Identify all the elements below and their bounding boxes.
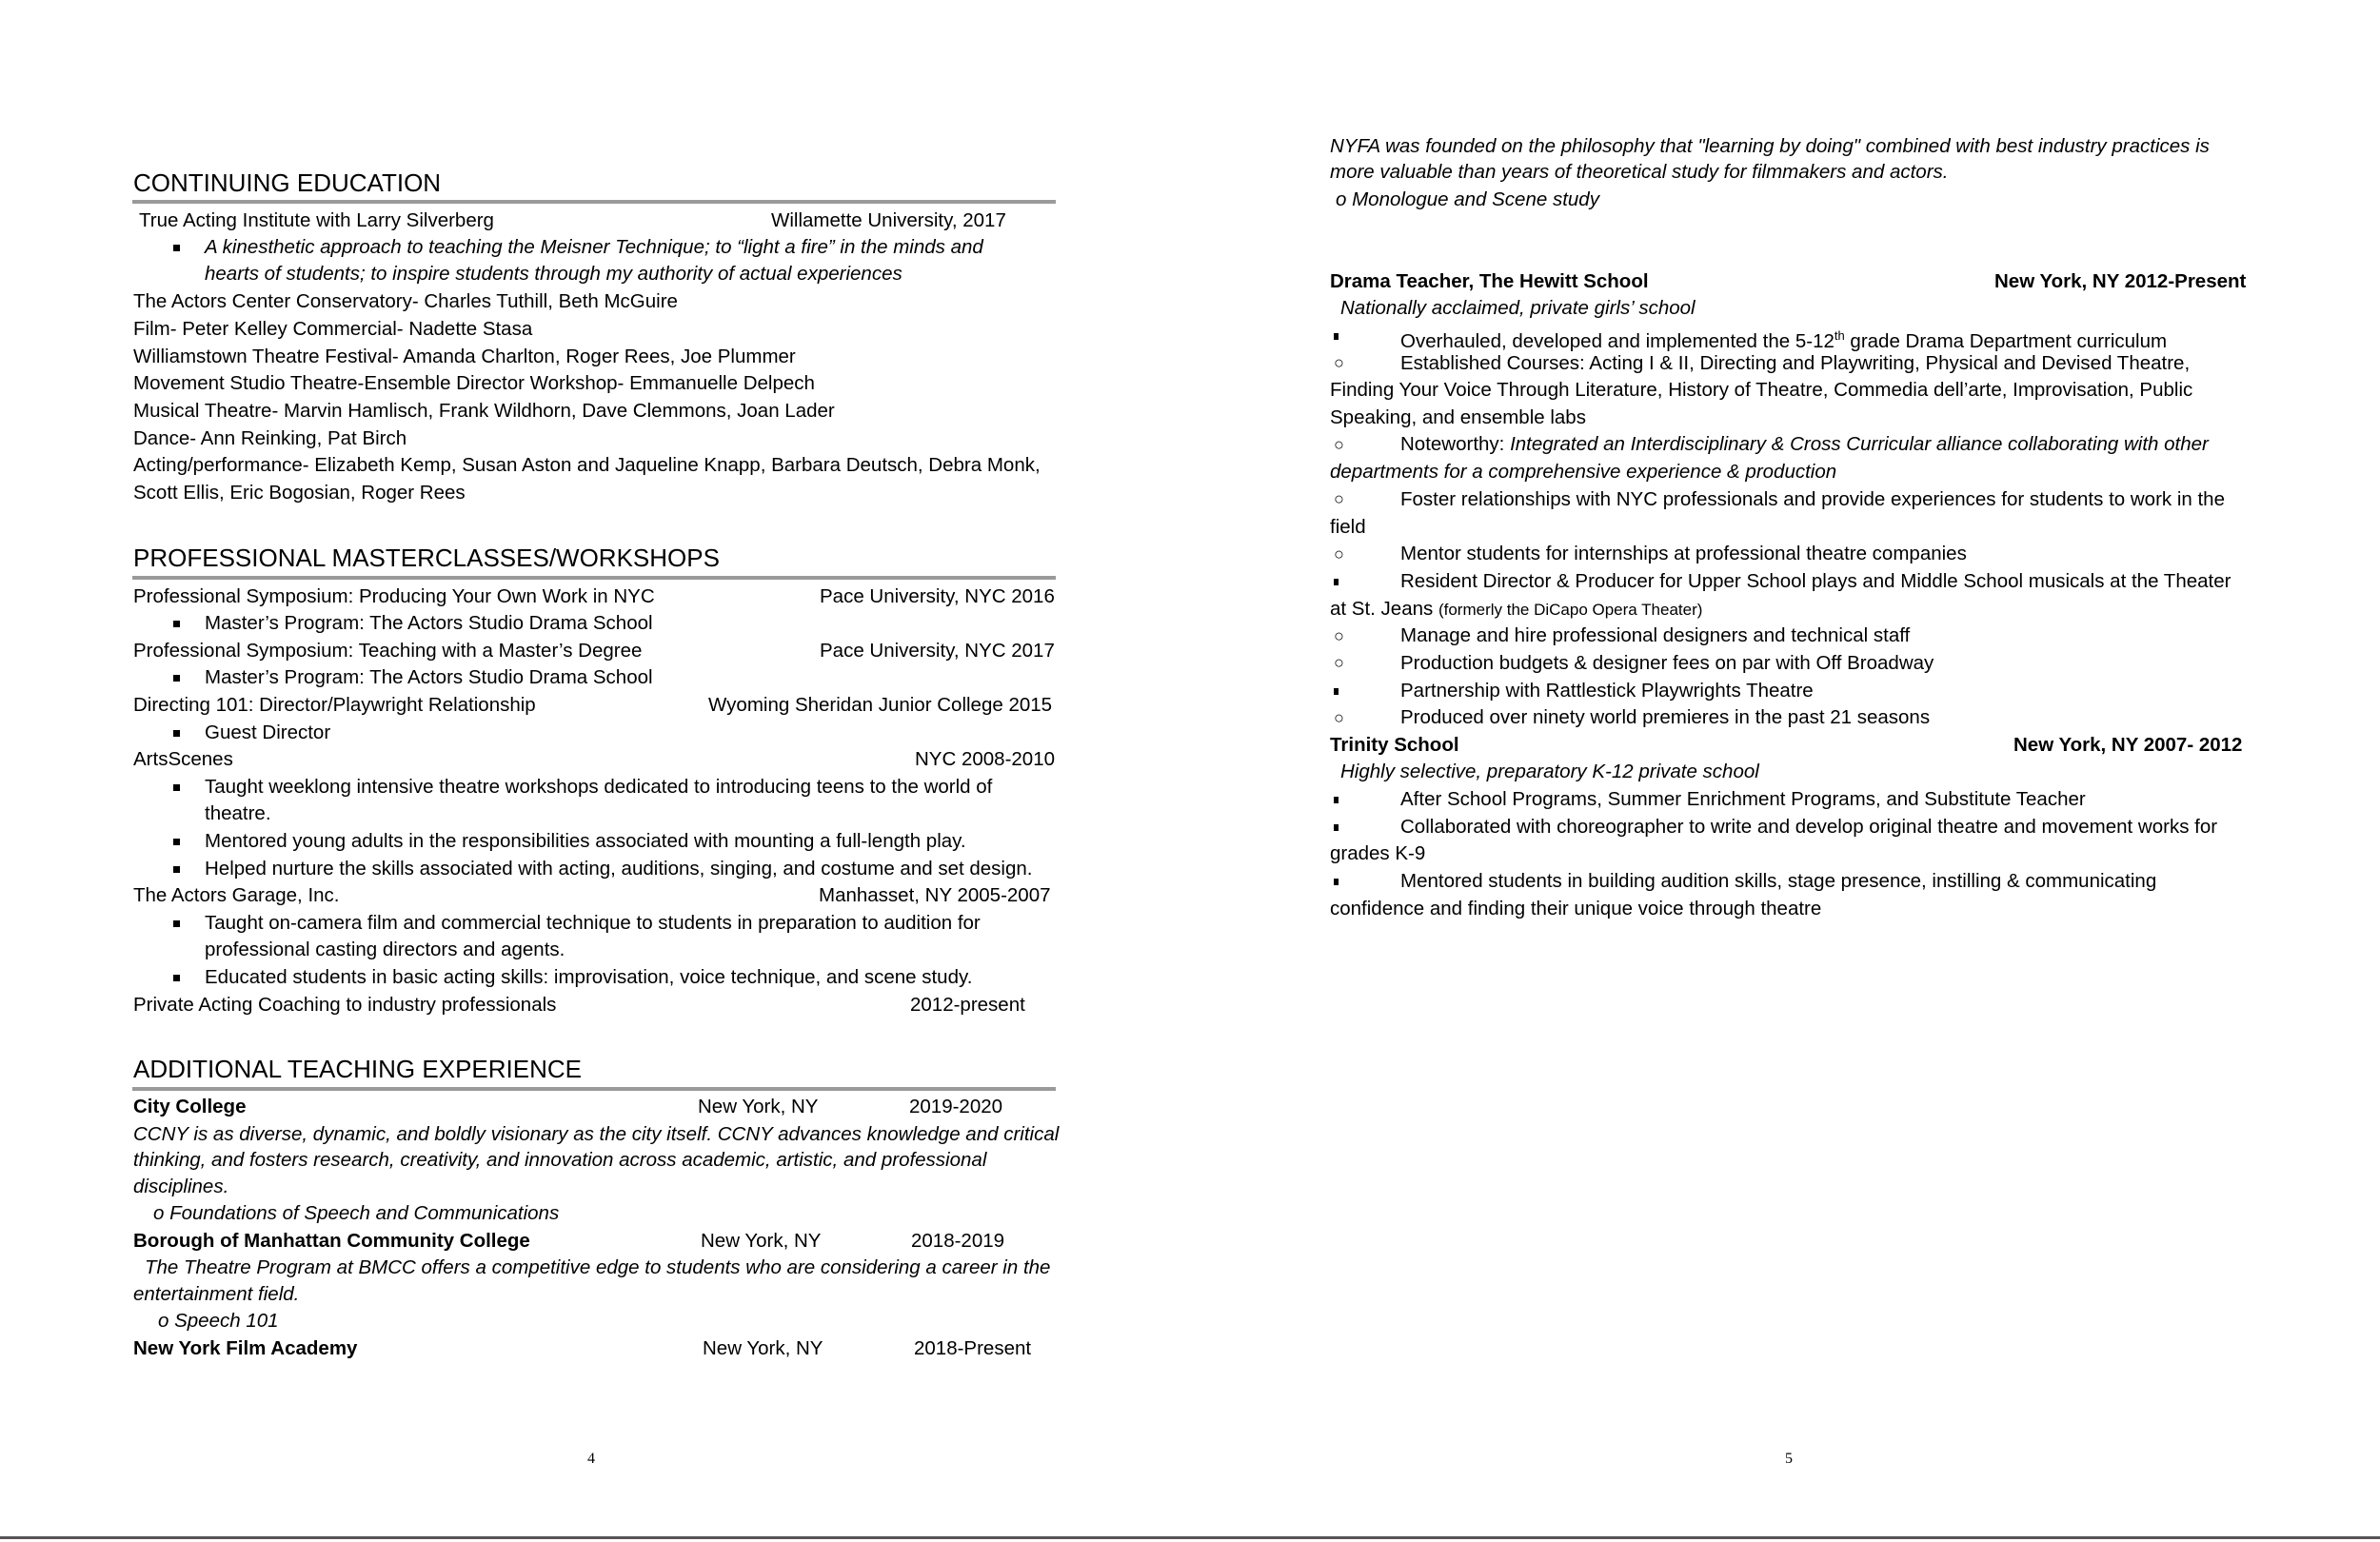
job-location-dates: New York, NY 2007- 2012	[2013, 734, 2243, 756]
duty-line-cont: at St. Jeans (formerly the DiCapo Opera Theater)	[1330, 598, 1703, 620]
duty-line-cont: Speaking, and ensemble labs	[1330, 406, 1586, 428]
duty-line-cont: grades K-9	[1330, 842, 1426, 864]
workshop-location: Pace University, NYC 2017	[820, 640, 1055, 662]
school-location: New York, NY	[701, 1230, 822, 1252]
workshop-bullet: Educated students in basic acting skills: improvisation, voice technique, and scene study.	[205, 964, 972, 991]
course-description: A kinesthetic approach to teaching the Meisner Technique; to “light a fire” in the minds and	[205, 234, 983, 261]
workshop-date: 2012-present	[910, 994, 1025, 1016]
bullet-square	[1334, 688, 1339, 695]
section-divider	[132, 1087, 1056, 1091]
duty-line-cont: confidence and finding their unique voice through theatre	[1330, 898, 1822, 919]
page-number: 5	[1785, 1451, 1793, 1467]
course-taught: o Monologue and Scene study	[1336, 188, 1599, 210]
school-description: The Theatre Program at BMCC offers a competitive edge to students who are considering a career in the	[145, 1256, 1051, 1278]
duty-line: Production budgets & designer fees on par with Off Broadway	[1400, 652, 1934, 674]
workshop-bullet: Mentored young adults in the responsibilities associated with mounting a full-length play.	[205, 828, 966, 855]
workshop-location: Manhasset, NY 2005-2007	[819, 884, 1051, 906]
school-description: CCNY is as diverse, dynamic, and boldly visionary as the city itself. CCNY advances knowledge and critical	[133, 1123, 1060, 1145]
workshop-bullet-cont: theatre.	[205, 802, 271, 824]
bullet-square	[1334, 797, 1339, 803]
school-description: disciplines.	[133, 1176, 229, 1197]
training-line: Dance- Ann Reinking, Pat Birch	[133, 427, 407, 449]
workshop-bullet-cont: professional casting directors and agents.	[205, 939, 565, 960]
school-name: New York Film Academy	[133, 1337, 358, 1359]
job-description: Nationally acclaimed, private girls’ school	[1340, 297, 1696, 319]
workshop-bullet: Master’s Program: The Actors Studio Drama School	[205, 610, 653, 637]
bullet-square	[1334, 579, 1339, 585]
duty-line: After School Programs, Summer Enrichment Programs, and Substitute Teacher	[1400, 788, 2086, 810]
bullet-circle: ○	[1334, 626, 1344, 645]
duty-line-cont: departments for a comprehensive experience & production	[1330, 461, 1837, 483]
workshop-title: Private Acting Coaching to industry professionals	[133, 994, 557, 1016]
training-line: Musical Theatre- Marvin Hamlisch, Frank Wildhorn, Dave Clemmons, Joan Lader	[133, 400, 835, 422]
school-dates: 2018-Present	[914, 1337, 1032, 1359]
bullet-circle: ○	[1334, 544, 1344, 563]
workshop-location: NYC 2008-2010	[915, 748, 1056, 770]
duty-line: Mentor students for internships at professional theatre companies	[1400, 543, 1967, 564]
workshop-title: Professional Symposium: Producing Your Own Work in NYC	[133, 585, 655, 607]
course-title: True Acting Institute with Larry Silverberg	[139, 209, 494, 231]
workshop-bullet: Taught weeklong intensive theatre workshops dedicated to introducing teens to the world of	[205, 774, 992, 801]
training-line: The Actors Center Conservatory- Charles Tuthill, Beth McGuire	[133, 290, 678, 312]
masterclasses-heading: PROFESSIONAL MASTERCLASSES/WORKSHOPS	[133, 544, 720, 572]
school-name: Borough of Manhattan Community College	[133, 1230, 530, 1252]
page-4	[0, 0, 1190, 1536]
duty-line: Mentored students in building audition skills, stage presence, instilling & communicating	[1400, 870, 2157, 892]
duty-line: Produced over ninety world premieres in the past 21 seasons	[1400, 706, 1931, 728]
duty-line: Partnership with Rattlestick Playwrights Theatre	[1400, 680, 1814, 702]
page-bottom-edge	[0, 1536, 2380, 1539]
duty-line: Noteworthy: Integrated an Interdisciplinary & Cross Curricular alliance collaborating with other	[1400, 433, 2209, 455]
workshop-location: Wyoming Sheridan Junior College 2015	[708, 694, 1053, 716]
bullet-square	[1334, 879, 1339, 885]
duty-line: Collaborated with choreographer to write and develop original theatre and movement works for	[1400, 816, 2218, 838]
duty-line: Resident Director & Producer for Upper School plays and Middle School musicals at the Theater	[1400, 570, 2231, 592]
page-number: 4	[587, 1451, 595, 1467]
school-description: entertainment field.	[133, 1283, 300, 1305]
job-title: Drama Teacher, The Hewitt School	[1330, 270, 1649, 292]
bullet-circle: ○	[1334, 435, 1344, 454]
bullet-square	[1334, 824, 1339, 831]
bullet-square	[1334, 333, 1339, 340]
workshop-bullet: Taught on-camera film and commercial technique to students in preparation to audition for	[205, 910, 981, 937]
duty-line: Foster relationships with NYC professionals and provide experiences for students to work in the	[1400, 488, 2225, 510]
bullet-circle: ○	[1334, 653, 1344, 672]
bullet-circle: ○	[1334, 489, 1344, 508]
course-location: Willamette University, 2017	[771, 209, 1006, 231]
bullet-circle: ○	[1334, 353, 1344, 372]
school-description: NYFA was founded on the philosophy that "learning by doing" combined with best industry practices is	[1330, 135, 2210, 157]
workshop-bullet: Guest Director	[205, 720, 330, 746]
school-description: thinking, and fosters research, creativity, and innovation across academic, artistic, and professional	[133, 1149, 987, 1171]
job-title: Trinity School	[1330, 734, 1459, 756]
duty-line-cont: Finding Your Voice Through Literature, History of Theatre, Commedia dell’arte, Improvisation, Public	[1330, 379, 2193, 401]
training-line: Scott Ellis, Eric Bogosian, Roger Rees	[133, 482, 466, 504]
workshop-title: ArtsScenes	[133, 748, 233, 770]
job-description: Highly selective, preparatory K-12 private school	[1340, 761, 1759, 782]
workshop-bullet: Master’s Program: The Actors Studio Drama School	[205, 664, 653, 691]
section-divider	[132, 576, 1056, 580]
job-location-dates: New York, NY 2012-Present	[1994, 270, 2247, 292]
duty-line: Manage and hire professional designers and technical staff	[1400, 624, 1911, 646]
school-dates: 2019-2020	[909, 1096, 1003, 1117]
workshop-title: Directing 101: Director/Playwright Relationship	[133, 694, 536, 716]
course-taught: o Foundations of Speech and Communications	[153, 1202, 560, 1224]
training-line: Movement Studio Theatre-Ensemble Director Workshop- Emmanuelle Delpech	[133, 372, 815, 394]
school-description: more valuable than years of theoretical study for filmmakers and actors.	[1330, 161, 1949, 183]
continuing-education-heading: CONTINUING EDUCATION	[133, 168, 442, 197]
workshop-bullet: Helped nurture the skills associated with acting, auditions, singing, and costume and set design.	[205, 856, 1032, 882]
school-location: New York, NY	[698, 1096, 819, 1117]
school-name: City College	[133, 1096, 247, 1117]
duty-line: Established Courses: Acting I & II, Directing and Playwriting, Physical and Devised Theatre,	[1400, 352, 2191, 374]
workshop-title: The Actors Garage, Inc.	[133, 884, 340, 906]
training-line: Acting/performance- Elizabeth Kemp, Susan Aston and Jaqueline Knapp, Barbara Deutsch, Debra Monk,	[133, 454, 1041, 476]
training-line: Williamstown Theatre Festival- Amanda Charlton, Roger Rees, Joe Plummer	[133, 346, 796, 367]
school-location: New York, NY	[703, 1337, 823, 1359]
duty-line-cont: field	[1330, 516, 1366, 538]
school-dates: 2018-2019	[911, 1230, 1005, 1252]
course-description-cont: hearts of students; to inspire students through my authority of actual experiences	[205, 263, 902, 285]
duty-line: Overhauled, developed and implemented the 5-12th grade Drama Department curriculum	[1400, 328, 2168, 352]
section-divider	[132, 200, 1056, 204]
course-taught: o Speech 101	[158, 1310, 279, 1332]
training-line: Film- Peter Kelley Commercial- Nadette Stasa	[133, 318, 533, 340]
workshop-location: Pace University, NYC 2016	[820, 585, 1055, 607]
additional-teaching-heading: ADDITIONAL TEACHING EXPERIENCE	[133, 1055, 582, 1083]
bullet-circle: ○	[1334, 708, 1344, 727]
workshop-title: Professional Symposium: Teaching with a Master’s Degree	[133, 640, 643, 662]
